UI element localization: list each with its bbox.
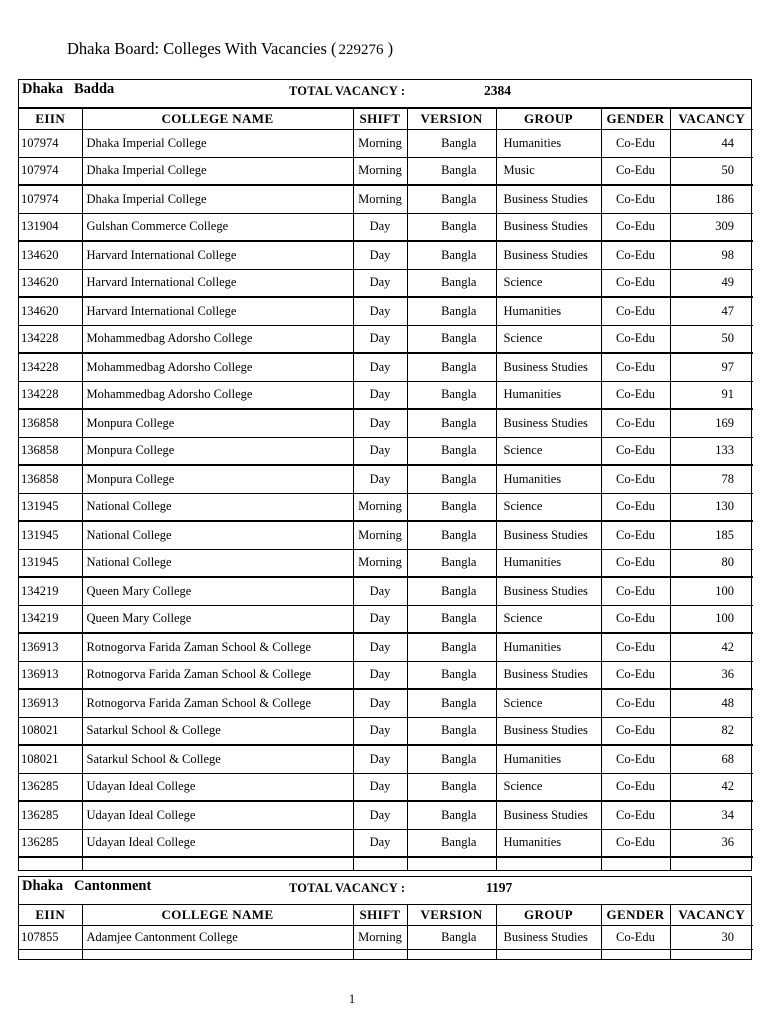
shift-cell: Morning (353, 185, 407, 213)
column-header-shift: SHIFT (353, 109, 407, 130)
shift-cell: Day (353, 353, 407, 381)
group-cell: Business Studies (496, 661, 601, 689)
eiin-cell: 134228 (19, 325, 82, 353)
vacancy-cell: 186 (670, 185, 753, 213)
group-cell: Humanities (496, 297, 601, 325)
college-name-cell: National College (82, 493, 353, 521)
eiin-cell: 134620 (19, 297, 82, 325)
version-cell: Bangla (407, 717, 496, 745)
eiin-cell: 136285 (19, 801, 82, 829)
vacancy-cell: 42 (670, 633, 753, 661)
gender-cell: Co-Edu (601, 213, 670, 241)
table-body (19, 926, 753, 960)
version-cell: Bangla (407, 130, 496, 158)
eiin-cell: 107855 (19, 926, 82, 950)
shift-cell: Day (353, 605, 407, 633)
eiin-cell: 107974 (19, 130, 82, 158)
shift-cell: Morning (353, 493, 407, 521)
gender-cell: Co-Edu (601, 409, 670, 437)
gender-cell: Co-Edu (601, 325, 670, 353)
vacancy-cell: 97 (670, 353, 753, 381)
shift-cell: Day (353, 465, 407, 493)
shift-cell: Day (353, 269, 407, 297)
group-cell: Business Studies (496, 717, 601, 745)
empty-cell (353, 857, 407, 870)
column-header-version: VERSION (407, 905, 496, 926)
empty-cell (82, 950, 353, 960)
vacancy-cell: 100 (670, 605, 753, 633)
group-cell: Business Studies (496, 241, 601, 269)
section-header (19, 80, 751, 109)
version-cell: Bangla (407, 269, 496, 297)
table-row (19, 661, 753, 689)
page-title-close: ) (387, 39, 394, 58)
college-name-cell: Harvard International College (82, 297, 353, 325)
college-name-cell: Monpura College (82, 409, 353, 437)
table-row (19, 605, 753, 633)
version-cell: Bangla (407, 661, 496, 689)
college-name-cell: Monpura College (82, 437, 353, 465)
total-vacancy-label: TOTAL VACANCY : (289, 84, 406, 98)
group-cell: Business Studies (496, 353, 601, 381)
table-row (19, 297, 753, 325)
table-row (19, 801, 753, 829)
shift-cell: Day (353, 437, 407, 465)
table-row (19, 689, 753, 717)
group-cell: Science (496, 269, 601, 297)
eiin-cell: 136858 (19, 409, 82, 437)
eiin-cell: 136913 (19, 689, 82, 717)
group-cell: Science (496, 689, 601, 717)
empty-cell (601, 950, 670, 960)
college-name-cell: Gulshan Commerce College (82, 213, 353, 241)
version-cell: Bangla (407, 437, 496, 465)
version-cell: Bangla (407, 549, 496, 577)
version-cell: Bangla (407, 297, 496, 325)
group-cell: Science (496, 437, 601, 465)
column-header-shift: SHIFT (353, 905, 407, 926)
vacancy-cell: 100 (670, 577, 753, 605)
eiin-cell: 134228 (19, 353, 82, 381)
section-dhaka-cantonment (18, 876, 752, 960)
table-row (19, 381, 753, 409)
shift-cell: Day (353, 325, 407, 353)
eiin-cell: 107974 (19, 185, 82, 213)
vacancy-cell: 50 (670, 157, 753, 185)
shift-cell: Morning (353, 521, 407, 549)
gender-cell: Co-Edu (601, 773, 670, 801)
version-cell: Bangla (407, 241, 496, 269)
table-row (19, 745, 753, 773)
empty-cell (353, 950, 407, 960)
group-cell: Humanities (496, 829, 601, 857)
total-vacancies-count: 229276 (338, 42, 384, 58)
column-header-college-name: COLLEGE NAME (82, 109, 353, 130)
eiin-cell: 107974 (19, 157, 82, 185)
vacancy-cell: 130 (670, 493, 753, 521)
version-cell: Bangla (407, 381, 496, 409)
eiin-cell: 131945 (19, 549, 82, 577)
gender-cell: Co-Edu (601, 269, 670, 297)
gender-cell: Co-Edu (601, 745, 670, 773)
table-row (19, 409, 753, 437)
group-cell: Science (496, 605, 601, 633)
group-cell: Humanities (496, 745, 601, 773)
table-row (19, 926, 753, 950)
eiin-cell: 136858 (19, 437, 82, 465)
version-cell: Bangla (407, 521, 496, 549)
vacancy-cell: 185 (670, 521, 753, 549)
college-name-cell: Queen Mary College (82, 605, 353, 633)
college-name-cell: Harvard International College (82, 241, 353, 269)
shift-cell: Day (353, 409, 407, 437)
shift-cell: Day (353, 241, 407, 269)
gender-cell: Co-Edu (601, 633, 670, 661)
table-row (19, 130, 753, 158)
table-row (19, 241, 753, 269)
vacancy-cell: 309 (670, 213, 753, 241)
table-row (19, 493, 753, 521)
gender-cell: Co-Edu (601, 926, 670, 950)
college-name-cell: Satarkul School & College (82, 717, 353, 745)
gender-cell: Co-Edu (601, 801, 670, 829)
group-cell: Humanities (496, 465, 601, 493)
page-number: 1 (348, 992, 356, 1006)
table-row (19, 157, 753, 185)
empty-cell (670, 950, 753, 960)
gender-cell: Co-Edu (601, 185, 670, 213)
gender-cell: Co-Edu (601, 577, 670, 605)
version-cell: Bangla (407, 409, 496, 437)
shift-cell: Day (353, 213, 407, 241)
eiin-cell: 134620 (19, 269, 82, 297)
version-cell: Bangla (407, 773, 496, 801)
gender-cell: Co-Edu (601, 157, 670, 185)
group-cell: Business Studies (496, 213, 601, 241)
shift-cell: Day (353, 745, 407, 773)
vacancy-cell: 98 (670, 241, 753, 269)
gender-cell: Co-Edu (601, 465, 670, 493)
college-name-cell: Mohammedbag Adorsho College (82, 325, 353, 353)
eiin-cell: 136913 (19, 661, 82, 689)
college-name-cell: Rotnogorva Farida Zaman School & College (82, 689, 353, 717)
version-cell: Bangla (407, 577, 496, 605)
table-row (19, 577, 753, 605)
shift-cell: Day (353, 773, 407, 801)
college-name-cell: Mohammedbag Adorsho College (82, 353, 353, 381)
table-body (19, 130, 753, 871)
gender-cell: Co-Edu (601, 437, 670, 465)
gender-cell: Co-Edu (601, 130, 670, 158)
table-header-row (19, 905, 753, 926)
column-header-gender: GENDER (601, 109, 670, 130)
vacancy-cell: 30 (670, 926, 753, 950)
gender-cell: Co-Edu (601, 493, 670, 521)
gender-cell: Co-Edu (601, 689, 670, 717)
group-cell: Humanities (496, 381, 601, 409)
vacancy-cell: 91 (670, 381, 753, 409)
vacancy-cell: 34 (670, 801, 753, 829)
empty-cell (670, 857, 753, 870)
eiin-cell: 131945 (19, 521, 82, 549)
college-name-cell: Queen Mary College (82, 577, 353, 605)
area-name: Dhaka Badda (22, 81, 115, 97)
table-row (19, 437, 753, 465)
vacancy-table (19, 109, 753, 870)
group-cell: Science (496, 325, 601, 353)
eiin-cell: 131904 (19, 213, 82, 241)
column-header-group: GROUP (496, 905, 601, 926)
gender-cell: Co-Edu (601, 605, 670, 633)
college-name-cell: Rotnogorva Farida Zaman School & College (82, 633, 353, 661)
group-cell: Business Studies (496, 926, 601, 950)
college-name-cell: Satarkul School & College (82, 745, 353, 773)
version-cell: Bangla (407, 633, 496, 661)
version-cell: Bangla (407, 689, 496, 717)
version-cell: Bangla (407, 353, 496, 381)
shift-cell: Morning (353, 926, 407, 950)
column-header-vacancy: VACANCY (670, 109, 753, 130)
vacancy-cell: 44 (670, 130, 753, 158)
college-name-cell: Udayan Ideal College (82, 773, 353, 801)
college-name-cell: Adamjee Cantonment College (82, 926, 353, 950)
college-name-cell: Dhaka Imperial College (82, 185, 353, 213)
empty-cell (496, 857, 601, 870)
gender-cell: Co-Edu (601, 241, 670, 269)
table-row (19, 185, 753, 213)
table-row (19, 633, 753, 661)
college-name-cell: Rotnogorva Farida Zaman School & College (82, 661, 353, 689)
gender-cell: Co-Edu (601, 381, 670, 409)
version-cell: Bangla (407, 605, 496, 633)
shift-cell: Day (353, 661, 407, 689)
eiin-cell: 131945 (19, 493, 82, 521)
vacancy-cell: 48 (670, 689, 753, 717)
section-header (19, 877, 751, 905)
vacancy-cell: 42 (670, 773, 753, 801)
eiin-cell: 136858 (19, 465, 82, 493)
group-cell: Business Studies (496, 521, 601, 549)
shift-cell: Morning (353, 549, 407, 577)
gender-cell: Co-Edu (601, 829, 670, 857)
vacancy-cell: 169 (670, 409, 753, 437)
college-name-cell: Dhaka Imperial College (82, 130, 353, 158)
vacancy-cell: 49 (670, 269, 753, 297)
eiin-cell: 134228 (19, 381, 82, 409)
section-dhaka-badda (18, 79, 752, 871)
college-name-cell: National College (82, 549, 353, 577)
empty-row (19, 857, 753, 870)
shift-cell: Day (353, 381, 407, 409)
empty-cell (496, 950, 601, 960)
page-title (67, 39, 393, 59)
table-row (19, 717, 753, 745)
version-cell: Bangla (407, 745, 496, 773)
shift-cell: Morning (353, 157, 407, 185)
vacancy-cell: 68 (670, 745, 753, 773)
vacancy-cell: 82 (670, 717, 753, 745)
version-cell: Bangla (407, 829, 496, 857)
college-name-cell: Monpura College (82, 465, 353, 493)
gender-cell: Co-Edu (601, 717, 670, 745)
eiin-cell: 108021 (19, 745, 82, 773)
shift-cell: Day (353, 801, 407, 829)
vacancy-cell: 80 (670, 549, 753, 577)
version-cell: Bangla (407, 325, 496, 353)
total-vacancy-label: TOTAL VACANCY : (289, 881, 406, 895)
vacancy-cell: 36 (670, 661, 753, 689)
college-name-cell: Harvard International College (82, 269, 353, 297)
group-cell: Business Studies (496, 801, 601, 829)
empty-cell (407, 950, 496, 960)
vacancy-cell: 47 (670, 297, 753, 325)
version-cell: Bangla (407, 493, 496, 521)
column-header-eiin: EIIN (19, 109, 82, 130)
shift-cell: Day (353, 633, 407, 661)
gender-cell: Co-Edu (601, 353, 670, 381)
empty-cell (407, 857, 496, 870)
empty-row (19, 950, 753, 960)
table-row (19, 269, 753, 297)
vacancy-cell: 78 (670, 465, 753, 493)
empty-cell (19, 857, 82, 870)
table-row (19, 465, 753, 493)
column-header-group: GROUP (496, 109, 601, 130)
table-row (19, 521, 753, 549)
total-vacancy-value: 1197 (486, 880, 513, 895)
total-vacancy-value: 2384 (484, 83, 511, 98)
column-header-vacancy: VACANCY (670, 905, 753, 926)
version-cell: Bangla (407, 213, 496, 241)
eiin-cell: 136913 (19, 633, 82, 661)
shift-cell: Day (353, 689, 407, 717)
version-cell: Bangla (407, 185, 496, 213)
vacancy-cell: 36 (670, 829, 753, 857)
college-name-cell: National College (82, 521, 353, 549)
shift-cell: Morning (353, 130, 407, 158)
shift-cell: Day (353, 577, 407, 605)
eiin-cell: 136285 (19, 773, 82, 801)
shift-cell: Day (353, 829, 407, 857)
group-cell: Music (496, 157, 601, 185)
table-row (19, 353, 753, 381)
gender-cell: Co-Edu (601, 521, 670, 549)
eiin-cell: 136285 (19, 829, 82, 857)
column-header-gender: GENDER (601, 905, 670, 926)
eiin-cell: 134620 (19, 241, 82, 269)
version-cell: Bangla (407, 157, 496, 185)
gender-cell: Co-Edu (601, 297, 670, 325)
empty-cell (19, 950, 82, 960)
table-row (19, 773, 753, 801)
college-name-cell: Udayan Ideal College (82, 829, 353, 857)
gender-cell: Co-Edu (601, 661, 670, 689)
table-row (19, 829, 753, 857)
column-header-eiin: EIIN (19, 905, 82, 926)
group-cell: Humanities (496, 633, 601, 661)
shift-cell: Day (353, 297, 407, 325)
area-name: Dhaka Cantonment (22, 878, 152, 894)
column-header-version: VERSION (407, 109, 496, 130)
group-cell: Humanities (496, 130, 601, 158)
eiin-cell: 134219 (19, 605, 82, 633)
college-name-cell: Mohammedbag Adorsho College (82, 381, 353, 409)
group-cell: Business Studies (496, 185, 601, 213)
empty-cell (82, 857, 353, 870)
eiin-cell: 134219 (19, 577, 82, 605)
group-cell: Business Studies (496, 577, 601, 605)
college-name-cell: Dhaka Imperial College (82, 157, 353, 185)
vacancy-cell: 133 (670, 437, 753, 465)
column-header-college-name: COLLEGE NAME (82, 905, 353, 926)
eiin-cell: 108021 (19, 717, 82, 745)
gender-cell: Co-Edu (601, 549, 670, 577)
table-row (19, 325, 753, 353)
version-cell: Bangla (407, 465, 496, 493)
vacancy-table (19, 905, 753, 959)
version-cell: Bangla (407, 801, 496, 829)
empty-cell (601, 857, 670, 870)
group-cell: Humanities (496, 549, 601, 577)
table-row (19, 213, 753, 241)
vacancy-cell: 50 (670, 325, 753, 353)
table-header-row (19, 109, 753, 130)
group-cell: Science (496, 773, 601, 801)
college-name-cell: Udayan Ideal College (82, 801, 353, 829)
group-cell: Business Studies (496, 409, 601, 437)
table-row (19, 549, 753, 577)
group-cell: Science (496, 493, 601, 521)
shift-cell: Day (353, 717, 407, 745)
page-title-text: Dhaka Board: Colleges With Vacancies ( (67, 39, 337, 58)
version-cell: Bangla (407, 926, 496, 950)
